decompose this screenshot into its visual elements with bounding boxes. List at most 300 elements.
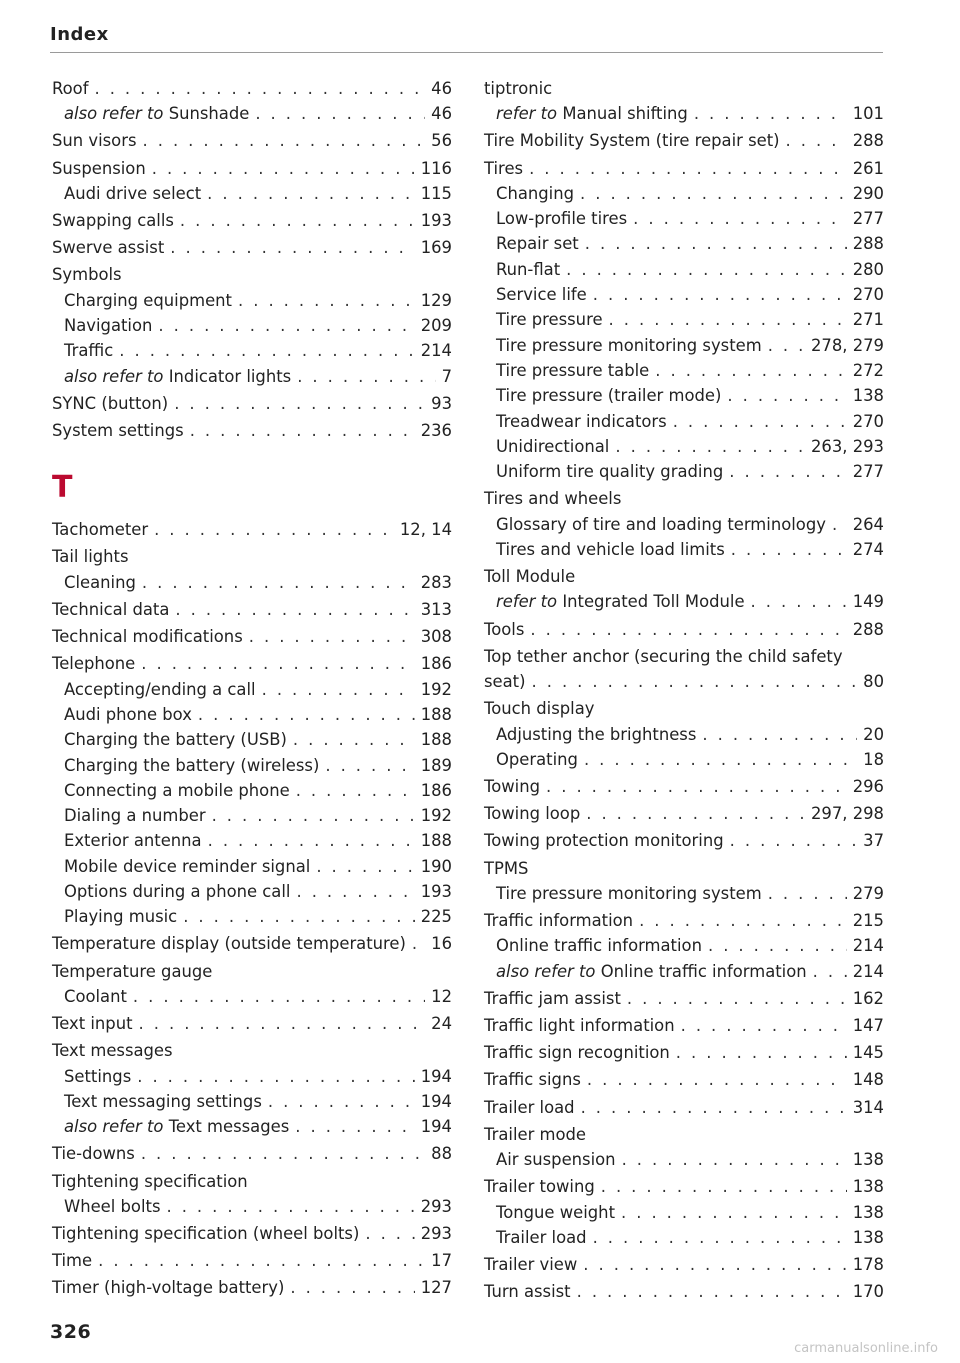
- index-term-text: Exterior antenna: [64, 831, 202, 851]
- page-reference: 236: [420, 420, 452, 440]
- dot-leader: [137, 1064, 414, 1089]
- index-term-text: Telephone: [52, 654, 136, 674]
- index-entry: [52, 1038, 452, 1063]
- page-reference: 194: [420, 1117, 452, 1137]
- dot-leader: [207, 181, 415, 206]
- index-term-text: Tools: [484, 619, 525, 639]
- index-term: [484, 1279, 571, 1304]
- index-subentry: [52, 854, 452, 879]
- index-column-right: [484, 74, 884, 1305]
- index-entry: [52, 1011, 452, 1036]
- cross-reference-label: also refer to: [64, 366, 164, 386]
- dot-leader: [119, 338, 414, 363]
- index-term: [64, 288, 232, 313]
- index-term-text: Swerve assist: [52, 238, 165, 258]
- index-entry: [52, 1275, 452, 1300]
- dot-leader: [412, 931, 425, 956]
- page-reference: 115: [420, 183, 452, 203]
- index-term: [52, 1275, 284, 1300]
- index-term-text: Traffic: [64, 341, 114, 361]
- index-entry: [484, 986, 884, 1011]
- index-subentry: [484, 206, 884, 231]
- page-reference: 214: [420, 341, 452, 361]
- index-term-text: Trailer load: [484, 1097, 575, 1117]
- index-term: [64, 1194, 160, 1219]
- page-reference: 193: [420, 211, 452, 231]
- index-term: [64, 181, 201, 206]
- index-entry: [52, 262, 452, 287]
- index-term-text: Text messages: [52, 1041, 173, 1061]
- index-subentry: [484, 1225, 884, 1250]
- index-term: [496, 1147, 616, 1172]
- index-term-text: Trailer load: [496, 1227, 587, 1247]
- index-term: [52, 1038, 173, 1063]
- index-subentry: [484, 231, 884, 256]
- index-term: [64, 1114, 289, 1139]
- dot-leader: [262, 677, 415, 702]
- index-term-text: Suspension: [52, 158, 146, 178]
- page-reference: 188: [420, 831, 452, 851]
- page-reference: 37: [863, 831, 884, 851]
- page-reference: 162: [852, 988, 884, 1008]
- index-subentry: [52, 904, 452, 929]
- page-reference: 290: [852, 183, 884, 203]
- index-subentry: [52, 828, 452, 853]
- page-reference: 264: [852, 514, 884, 534]
- dot-leader: [152, 156, 415, 181]
- index-entry: [484, 1252, 884, 1277]
- dot-leader: [190, 418, 415, 443]
- index-entry: [484, 696, 884, 721]
- index-entry: [52, 208, 452, 233]
- dot-leader: [249, 624, 415, 649]
- index-term-text: Towing loop: [484, 804, 581, 824]
- index-term-text: Audi drive select: [64, 183, 202, 203]
- page-reference: 270: [852, 285, 884, 305]
- index-subentry: [484, 434, 884, 459]
- page-reference: 277: [852, 209, 884, 229]
- index-term: [484, 801, 580, 826]
- index-term-text: Online traffic information: [600, 961, 807, 981]
- index-term-text: Settings: [64, 1066, 132, 1086]
- index-subentry: [484, 101, 884, 126]
- index-term: [484, 696, 594, 721]
- cross-reference-label: refer to: [496, 592, 558, 612]
- index-subentry: [484, 409, 884, 434]
- index-term-text: Tire pressure monitoring system: [496, 883, 762, 903]
- dot-leader: [621, 1200, 847, 1225]
- index-entry: [484, 564, 884, 589]
- index-term: [64, 570, 136, 595]
- index-term-text: Tail lights: [52, 547, 129, 567]
- page-reference: 145: [852, 1043, 884, 1063]
- index-entry: [484, 774, 884, 799]
- page-reference: 225: [420, 907, 452, 927]
- page-reference: 288: [852, 619, 884, 639]
- index-term: [496, 537, 725, 562]
- index-subentry: [484, 589, 884, 614]
- index-entry: [484, 1095, 884, 1120]
- page-reference: 170: [852, 1282, 884, 1302]
- index-term-text: Tightening specification: [52, 1171, 248, 1191]
- index-term-text: Towing protection monitoring: [484, 831, 724, 851]
- index-term-text: TPMS: [484, 858, 529, 878]
- index-term-text: Technical data: [52, 599, 170, 619]
- index-term-text: Technical modifications: [52, 627, 243, 647]
- page-reference: 138: [852, 1227, 884, 1247]
- dot-leader: [577, 1279, 847, 1304]
- page-reference: 296: [852, 777, 884, 797]
- index-term-text: Tightening specification (wheel bolts): [52, 1224, 360, 1244]
- index-term-text: Tongue weight: [496, 1202, 615, 1222]
- index-term-text: Text messaging settings: [64, 1091, 262, 1111]
- index-term: [484, 644, 843, 669]
- index-term: [52, 128, 137, 153]
- page-reference: 80: [863, 672, 884, 692]
- page-reference: 188: [420, 704, 452, 724]
- watermark: carmanualsonline.info: [794, 1341, 938, 1356]
- index-term: [496, 409, 667, 434]
- page-reference: 12, 14: [399, 520, 452, 540]
- index-term: [484, 774, 540, 799]
- index-term: [64, 753, 319, 778]
- dot-leader: [143, 128, 426, 153]
- dot-leader: [94, 76, 425, 101]
- index-subentry: [484, 881, 884, 906]
- dot-leader: [702, 722, 857, 747]
- index-entry: [484, 908, 884, 933]
- dot-leader: [532, 669, 858, 694]
- index-term-text: Toll Module: [484, 567, 576, 587]
- page-reference: 288: [852, 234, 884, 254]
- dot-leader: [580, 181, 847, 206]
- index-term-text: Timer (high-voltage battery): [52, 1278, 285, 1298]
- dot-leader: [673, 409, 847, 434]
- dot-leader: [727, 383, 846, 408]
- page-reference: 271: [852, 310, 884, 330]
- index-subentry: [52, 101, 452, 126]
- index-term-text: Tie-downs: [52, 1144, 135, 1164]
- index-term-text: Connecting a mobile phone: [64, 780, 290, 800]
- index-term: [64, 313, 152, 338]
- page-reference: 138: [852, 1150, 884, 1170]
- index-subentry: [484, 459, 884, 484]
- dot-leader: [255, 101, 425, 126]
- dot-leader: [768, 881, 847, 906]
- dot-leader: [325, 753, 414, 778]
- page-reference: 283: [420, 572, 452, 592]
- page-reference: 314: [852, 1097, 884, 1117]
- index-term-text: Accepting/ending a call: [64, 679, 256, 699]
- page-reference: 293: [420, 1224, 452, 1244]
- index-term: [64, 854, 310, 879]
- page-reference: 18: [863, 749, 884, 769]
- dot-leader: [297, 364, 435, 389]
- page-reference: 147: [852, 1016, 884, 1036]
- index-term: [52, 391, 168, 416]
- dot-leader: [141, 1141, 425, 1166]
- index-term: [64, 803, 206, 828]
- index-term: [52, 1248, 92, 1273]
- index-term-text: Top tether anchor (securing the child safety: [484, 646, 843, 666]
- index-subentry: [484, 933, 884, 958]
- index-subentry: [52, 778, 452, 803]
- index-term: [52, 651, 135, 676]
- index-term: [52, 1011, 133, 1036]
- index-term: [484, 986, 621, 1011]
- index-term: [64, 904, 177, 929]
- index-term: [52, 959, 212, 984]
- index-term-text: Charging the battery (USB): [64, 730, 287, 750]
- dot-leader: [290, 1275, 414, 1300]
- index-term: [64, 727, 287, 752]
- index-term-text: Options during a phone call: [64, 882, 291, 901]
- dot-leader: [295, 1114, 414, 1139]
- index-term: [64, 702, 192, 727]
- page-reference: 101: [852, 104, 884, 124]
- dot-leader: [170, 235, 414, 260]
- page-reference: 149: [852, 592, 884, 612]
- dot-leader: [593, 282, 847, 307]
- dot-leader: [676, 1040, 847, 1065]
- index-entry: [484, 669, 884, 694]
- dot-leader: [268, 1089, 415, 1114]
- index-term: [484, 828, 724, 853]
- index-entry: [484, 486, 884, 511]
- index-entry: [484, 1279, 884, 1304]
- cross-reference-label: also refer to: [64, 1117, 164, 1137]
- index-term: [496, 282, 587, 307]
- index-term-text: Mobile device reminder signal: [64, 856, 311, 876]
- page-reference: 129: [420, 290, 452, 310]
- index-term-text: Trailer view: [484, 1255, 578, 1275]
- index-term: [496, 358, 649, 383]
- cross-reference-label: also refer to: [64, 104, 164, 124]
- index-entry: [52, 128, 452, 153]
- dot-leader: [768, 333, 805, 358]
- page-reference: 279: [852, 883, 884, 903]
- index-subentry: [52, 677, 452, 702]
- index-term-text: Towing: [484, 777, 541, 797]
- index-entry: [52, 391, 452, 416]
- index-term: [64, 1089, 262, 1114]
- index-term: [52, 1141, 135, 1166]
- page-reference: 46: [431, 104, 452, 124]
- dot-leader: [729, 459, 846, 484]
- page-reference: 88: [431, 1144, 452, 1164]
- dot-leader: [142, 570, 415, 595]
- dot-leader: [141, 651, 414, 676]
- index-term-text: Traffic jam assist: [484, 988, 621, 1008]
- dot-leader: [586, 801, 805, 826]
- dot-leader: [627, 986, 847, 1011]
- index-term-text: Tire pressure table: [496, 360, 650, 380]
- dot-leader: [751, 589, 847, 614]
- page-reference: 190: [420, 856, 452, 876]
- index-term: [484, 669, 526, 694]
- page-reference: 186: [420, 654, 452, 674]
- page-reference: 148: [852, 1070, 884, 1090]
- dot-leader: [133, 984, 425, 1009]
- dot-leader: [183, 904, 415, 929]
- index-subentry: [52, 313, 452, 338]
- page-reference: 127: [420, 1278, 452, 1298]
- dot-leader: [180, 208, 415, 233]
- index-subentry: [484, 181, 884, 206]
- page-reference: 272: [852, 360, 884, 380]
- index-term-text: Tires and vehicle load limits: [496, 539, 725, 559]
- dot-leader: [296, 879, 414, 904]
- dot-leader: [622, 1147, 847, 1172]
- page-reference: 288: [852, 131, 884, 151]
- index-entry: [484, 76, 884, 101]
- index-entry: [52, 1141, 452, 1166]
- index-subentry: [52, 984, 452, 1009]
- dot-leader: [694, 101, 847, 126]
- page-header-title: Index: [50, 24, 109, 45]
- index-term: [52, 76, 88, 101]
- index-subentry: [484, 257, 884, 282]
- index-term-text: Trailer towing: [484, 1177, 595, 1197]
- page-reference: 192: [420, 679, 452, 699]
- index-subentry: [52, 803, 452, 828]
- index-term: [496, 231, 579, 256]
- page-reference: 20: [863, 724, 884, 744]
- index-term-text: Coolant: [64, 986, 127, 1006]
- index-term-text: Trailer mode: [484, 1124, 587, 1144]
- index-column-left: [52, 74, 452, 1301]
- index-subentry: [484, 358, 884, 383]
- index-term: [52, 544, 129, 569]
- index-term: [52, 418, 184, 443]
- index-subentry: [52, 1114, 452, 1139]
- page-reference: 138: [852, 386, 884, 406]
- index-term: [496, 747, 578, 772]
- page-reference: 214: [852, 936, 884, 956]
- index-term-text: Charging the battery (wireless): [64, 755, 320, 775]
- page-reference: 46: [431, 78, 452, 98]
- dot-leader: [708, 933, 847, 958]
- index-subentry: [52, 338, 452, 363]
- dot-leader: [731, 537, 847, 562]
- index-term-text: Traffic information: [484, 911, 634, 931]
- index-entry: [52, 544, 452, 569]
- index-term: [64, 984, 127, 1009]
- index-term-text: Sunshade: [168, 104, 250, 124]
- dot-leader: [566, 257, 847, 282]
- index-term: [484, 1067, 581, 1092]
- index-term: [484, 1252, 577, 1277]
- index-term: [496, 1200, 615, 1225]
- index-entry: [484, 1040, 884, 1065]
- page-reference: 116: [420, 158, 452, 178]
- dot-leader: [174, 391, 425, 416]
- index-subentry: [52, 727, 452, 752]
- index-term-text: Unidirectional: [496, 436, 610, 456]
- index-term-text: Temperature gauge: [52, 961, 213, 981]
- index-entry: [52, 1248, 452, 1273]
- dot-leader: [139, 1011, 426, 1036]
- index-term: [484, 76, 552, 101]
- page-reference: 178: [852, 1255, 884, 1275]
- index-term-text: Temperature display (outside temperature): [52, 934, 406, 954]
- index-entry: [484, 828, 884, 853]
- index-entry: [484, 644, 884, 669]
- page-reference: 56: [431, 131, 452, 151]
- index-entry: [484, 801, 884, 826]
- dot-leader: [293, 727, 415, 752]
- index-subentry: [52, 702, 452, 727]
- index-entry: [52, 156, 452, 181]
- dot-leader: [609, 307, 847, 332]
- index-subentry: [52, 288, 452, 313]
- index-term-text: Text messages: [168, 1117, 290, 1137]
- index-term-text: Tachometer: [52, 520, 149, 540]
- index-term-text: Symbols: [52, 265, 122, 285]
- dot-leader: [583, 1252, 846, 1277]
- index-term-text: Changing: [496, 183, 575, 203]
- dot-leader: [601, 1174, 847, 1199]
- dot-leader: [158, 313, 414, 338]
- index-term: [64, 364, 291, 389]
- index-term: [52, 156, 146, 181]
- index-subentry: [484, 383, 884, 408]
- dot-leader: [585, 231, 847, 256]
- index-subentry: [52, 1089, 452, 1114]
- index-term-text: Treadwear indicators: [496, 411, 667, 431]
- index-term-text: Traffic signs: [484, 1070, 581, 1090]
- page-reference: 313: [420, 599, 452, 619]
- index-subentry: [484, 307, 884, 332]
- index-subentry: [484, 537, 884, 562]
- index-term: [496, 881, 762, 906]
- page-reference: 308: [420, 627, 452, 647]
- page-reference: 169: [420, 238, 452, 258]
- dot-leader: [730, 828, 858, 853]
- page-reference: 194: [420, 1066, 452, 1086]
- index-subentry: [484, 282, 884, 307]
- page-reference: 17: [431, 1251, 452, 1271]
- dot-leader: [316, 854, 414, 879]
- index-term: [496, 722, 696, 747]
- dot-leader: [584, 747, 857, 772]
- index-term: [64, 778, 290, 803]
- index-term: [496, 307, 603, 332]
- dot-leader: [786, 128, 847, 153]
- dot-leader: [98, 1248, 425, 1273]
- dot-leader: [639, 908, 847, 933]
- index-term: [496, 333, 762, 358]
- dot-leader: [633, 206, 847, 231]
- index-term: [52, 208, 174, 233]
- index-term: [52, 597, 169, 622]
- page-reference: 193: [420, 882, 452, 901]
- index-subentry: [52, 181, 452, 206]
- cross-reference-label: refer to: [496, 104, 558, 124]
- index-entry: [52, 1221, 452, 1246]
- index-subentry: [52, 879, 452, 904]
- index-term-text: Tire pressure monitoring system: [496, 335, 762, 355]
- page-reference: 261: [852, 158, 884, 178]
- index-term-text: Touch display: [484, 699, 595, 719]
- index-entry: [484, 1013, 884, 1038]
- index-subentry: [484, 1147, 884, 1172]
- index-entry: [52, 959, 452, 984]
- index-entry: [484, 1122, 884, 1147]
- index-term-text: Glossary of tire and loading terminology: [496, 514, 826, 534]
- dot-leader: [530, 617, 846, 642]
- index-term: [496, 512, 826, 537]
